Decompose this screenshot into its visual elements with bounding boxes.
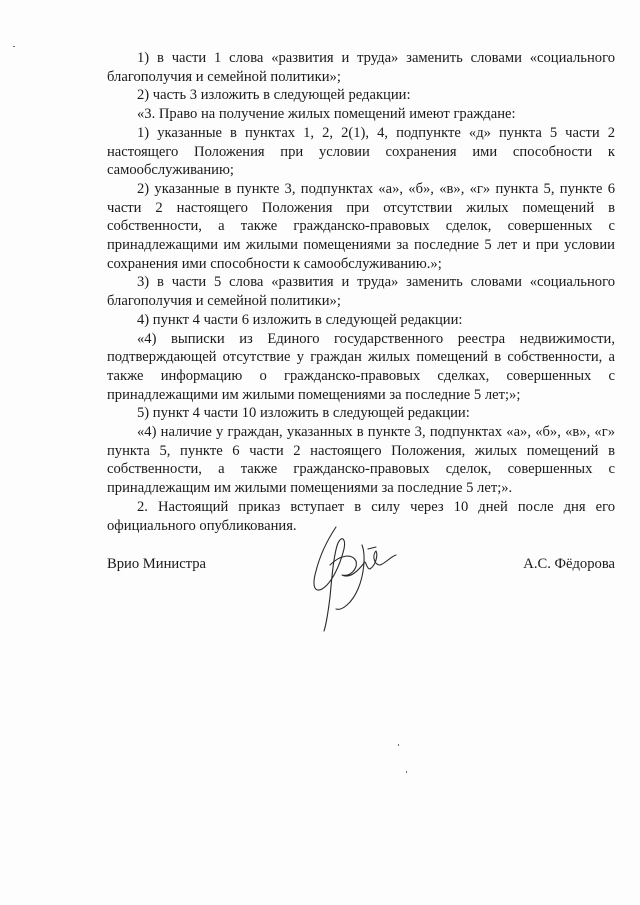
paragraph: 4) пункт 4 части 6 изложить в следующей редакции: [137,311,463,328]
paragraph: 1) в части 1 слова «развития и труда» заменить словами «социального благополучия и семейной политики»; [107,50,615,85]
scan-speck [13,46,15,47]
paragraph: 2) указанные в пункте 3, подпунктах «а», «б», «в», «г» пункта 5, пункте 6 части 2 настоящего Положения при отсутствии жилых помещений в собственности, а также гражданско-правовых сделок, совершенных с принадлежащими им жилыми помещениями за последние 5 лет и при условии сохранения ими способности к самообслуживанию.»; [107,180,615,272]
paragraph: 5) пункт 4 части 10 изложить в следующей редакции: [137,405,470,422]
scan-speck [398,744,399,746]
paragraph: 2. Настоящий приказ вступает в силу через 10 дней после дня его официального опубликования. [107,498,615,534]
handwritten-signature [306,525,398,635]
paragraph: «4) выписки из Единого государственного реестра недвижимости, подтверждающей отсутствие у граждан жилых помещений в собственности, а также информацию о гражданско-правовых сделках, совершенных с принадлежащими им жилыми помещениями за последние 5 лет;»; [107,330,615,403]
paragraph: 2) часть 3 изложить в следующей редакции: [137,87,411,104]
scan-speck [406,771,407,773]
signatory-title: Врио Министра [107,556,206,572]
paragraph: «4) наличие у граждан, указанных в пункте 3, подпунктах «а», «б», «в», «г» пункта 5, пункте 6 части 2 настоящего Положения, жилых помещений в собственности, а также гражданско-правовых сделок, совершенных с принадлежащим им жилыми помещениями за последние 5 лет;». [107,424,615,497]
paragraph: 3) в части 5 слова «развития и труда» заменить словами «социального благополучия и семейной политики»; [107,274,615,310]
paragraph: «3. Право на получение жилых помещений имеют граждане: [137,106,516,123]
paragraph: 1) указанные в пунктах 1, 2, 2(1), 4, подпункте «д» пункта 5 части 2 настоящего Положения при условии сохранения ими способности к самообслуживанию; [107,124,615,179]
document-body [107,49,615,535]
signatory-name: А.С. Фёдорова [523,556,615,572]
